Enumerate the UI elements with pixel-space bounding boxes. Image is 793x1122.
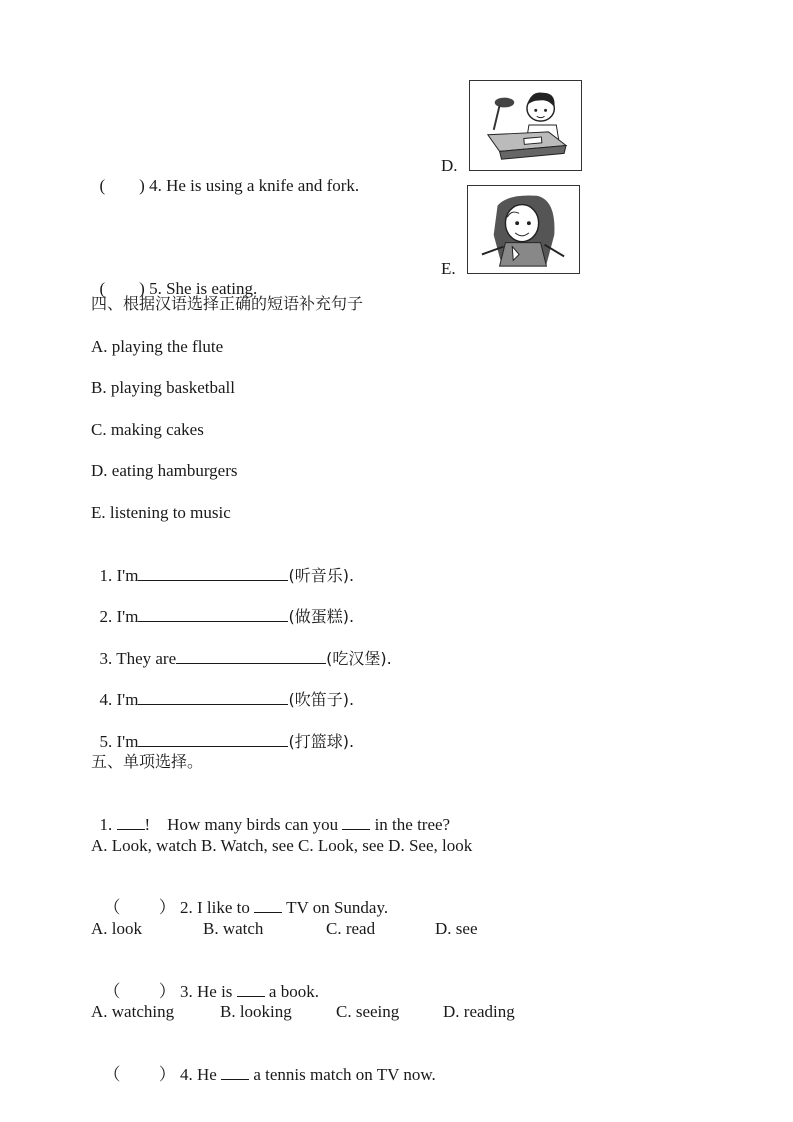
old-man-eating-illustration — [468, 186, 579, 273]
picture-letter-d: D. — [441, 156, 458, 175]
fill-sentence-1: 1. I'm (听音乐). — [99, 566, 355, 585]
mc-options-2-b: B. watch — [203, 919, 264, 938]
answer-blank[interactable] — [342, 814, 370, 830]
option-e: E. listening to music — [91, 503, 231, 522]
answer-blank[interactable] — [176, 648, 326, 664]
option-a: A. playing the flute — [91, 337, 224, 356]
answer-blank[interactable] — [138, 731, 288, 747]
answer-blank[interactable] — [138, 565, 288, 581]
fill-sentence-4: 4. I'm (吹笛子). — [99, 690, 355, 709]
mc-question-3: （ ） 3. He is a book. — [103, 982, 319, 1001]
mc-options-1: A. Look, watch B. Watch, see C. Look, see D. See, look — [91, 836, 473, 855]
section-4-title: 四、根据汉语选择正确的短语补充句子 — [91, 294, 364, 313]
answer-blank[interactable] — [117, 814, 145, 830]
mc-options-2-d: D. see — [435, 919, 478, 938]
answer-paren[interactable]: （ ） — [103, 898, 176, 917]
mc-question-2: （ ） 2. I like to TV on Sunday. — [103, 898, 389, 917]
picture-letter-e: E. — [441, 259, 456, 278]
mc-options-2-a: A. look — [91, 919, 142, 938]
mc-options-3-b: B. looking — [220, 1002, 292, 1021]
mc-options-3-d: D. reading — [443, 1002, 515, 1021]
answer-blank[interactable] — [254, 897, 282, 913]
fill-sentence-3: 3. They are (吃汉堡). — [99, 649, 392, 668]
fill-sentence-5: 5. I'm (打篮球). — [99, 732, 355, 751]
boy-writing-illustration — [470, 81, 581, 170]
option-b: B. playing basketball — [91, 378, 236, 397]
question-text: 4. He is using a knife and fork. — [149, 176, 360, 195]
section-5-title: 五、单项选择。 — [91, 752, 204, 771]
answer-blank[interactable] — [138, 689, 288, 705]
answer-blank[interactable] — [138, 606, 288, 622]
matching-row-4 — [91, 156, 359, 196]
mc-options-3-c: C. seeing — [336, 1002, 400, 1021]
picture-e-old-man — [467, 185, 580, 274]
question-text: 5. She is eating. — [149, 279, 258, 298]
fill-sentence-2: 2. I'm (做蛋糕). — [99, 607, 355, 626]
mc-question-1: 1. ! How many birds can you in the tree? — [99, 815, 451, 834]
matching-row-5 — [91, 259, 257, 299]
mc-options-3-a: A. watching — [91, 1002, 175, 1021]
picture-d-boy-at-desk — [469, 80, 582, 171]
answer-paren[interactable]: ( ) — [99, 176, 145, 195]
answer-blank[interactable] — [221, 1064, 249, 1080]
answer-paren[interactable]: （ ） — [103, 1065, 176, 1084]
mc-options-2-c: C. read — [326, 919, 376, 938]
mc-question-4: （ ） 4. He a tennis match on TV now. — [103, 1065, 436, 1084]
option-d: D. eating hamburgers — [91, 461, 238, 480]
answer-paren[interactable]: （ ） — [103, 982, 176, 1001]
answer-paren[interactable]: ( ) — [99, 279, 145, 298]
answer-blank[interactable] — [237, 981, 265, 997]
option-c: C. making cakes — [91, 420, 204, 439]
